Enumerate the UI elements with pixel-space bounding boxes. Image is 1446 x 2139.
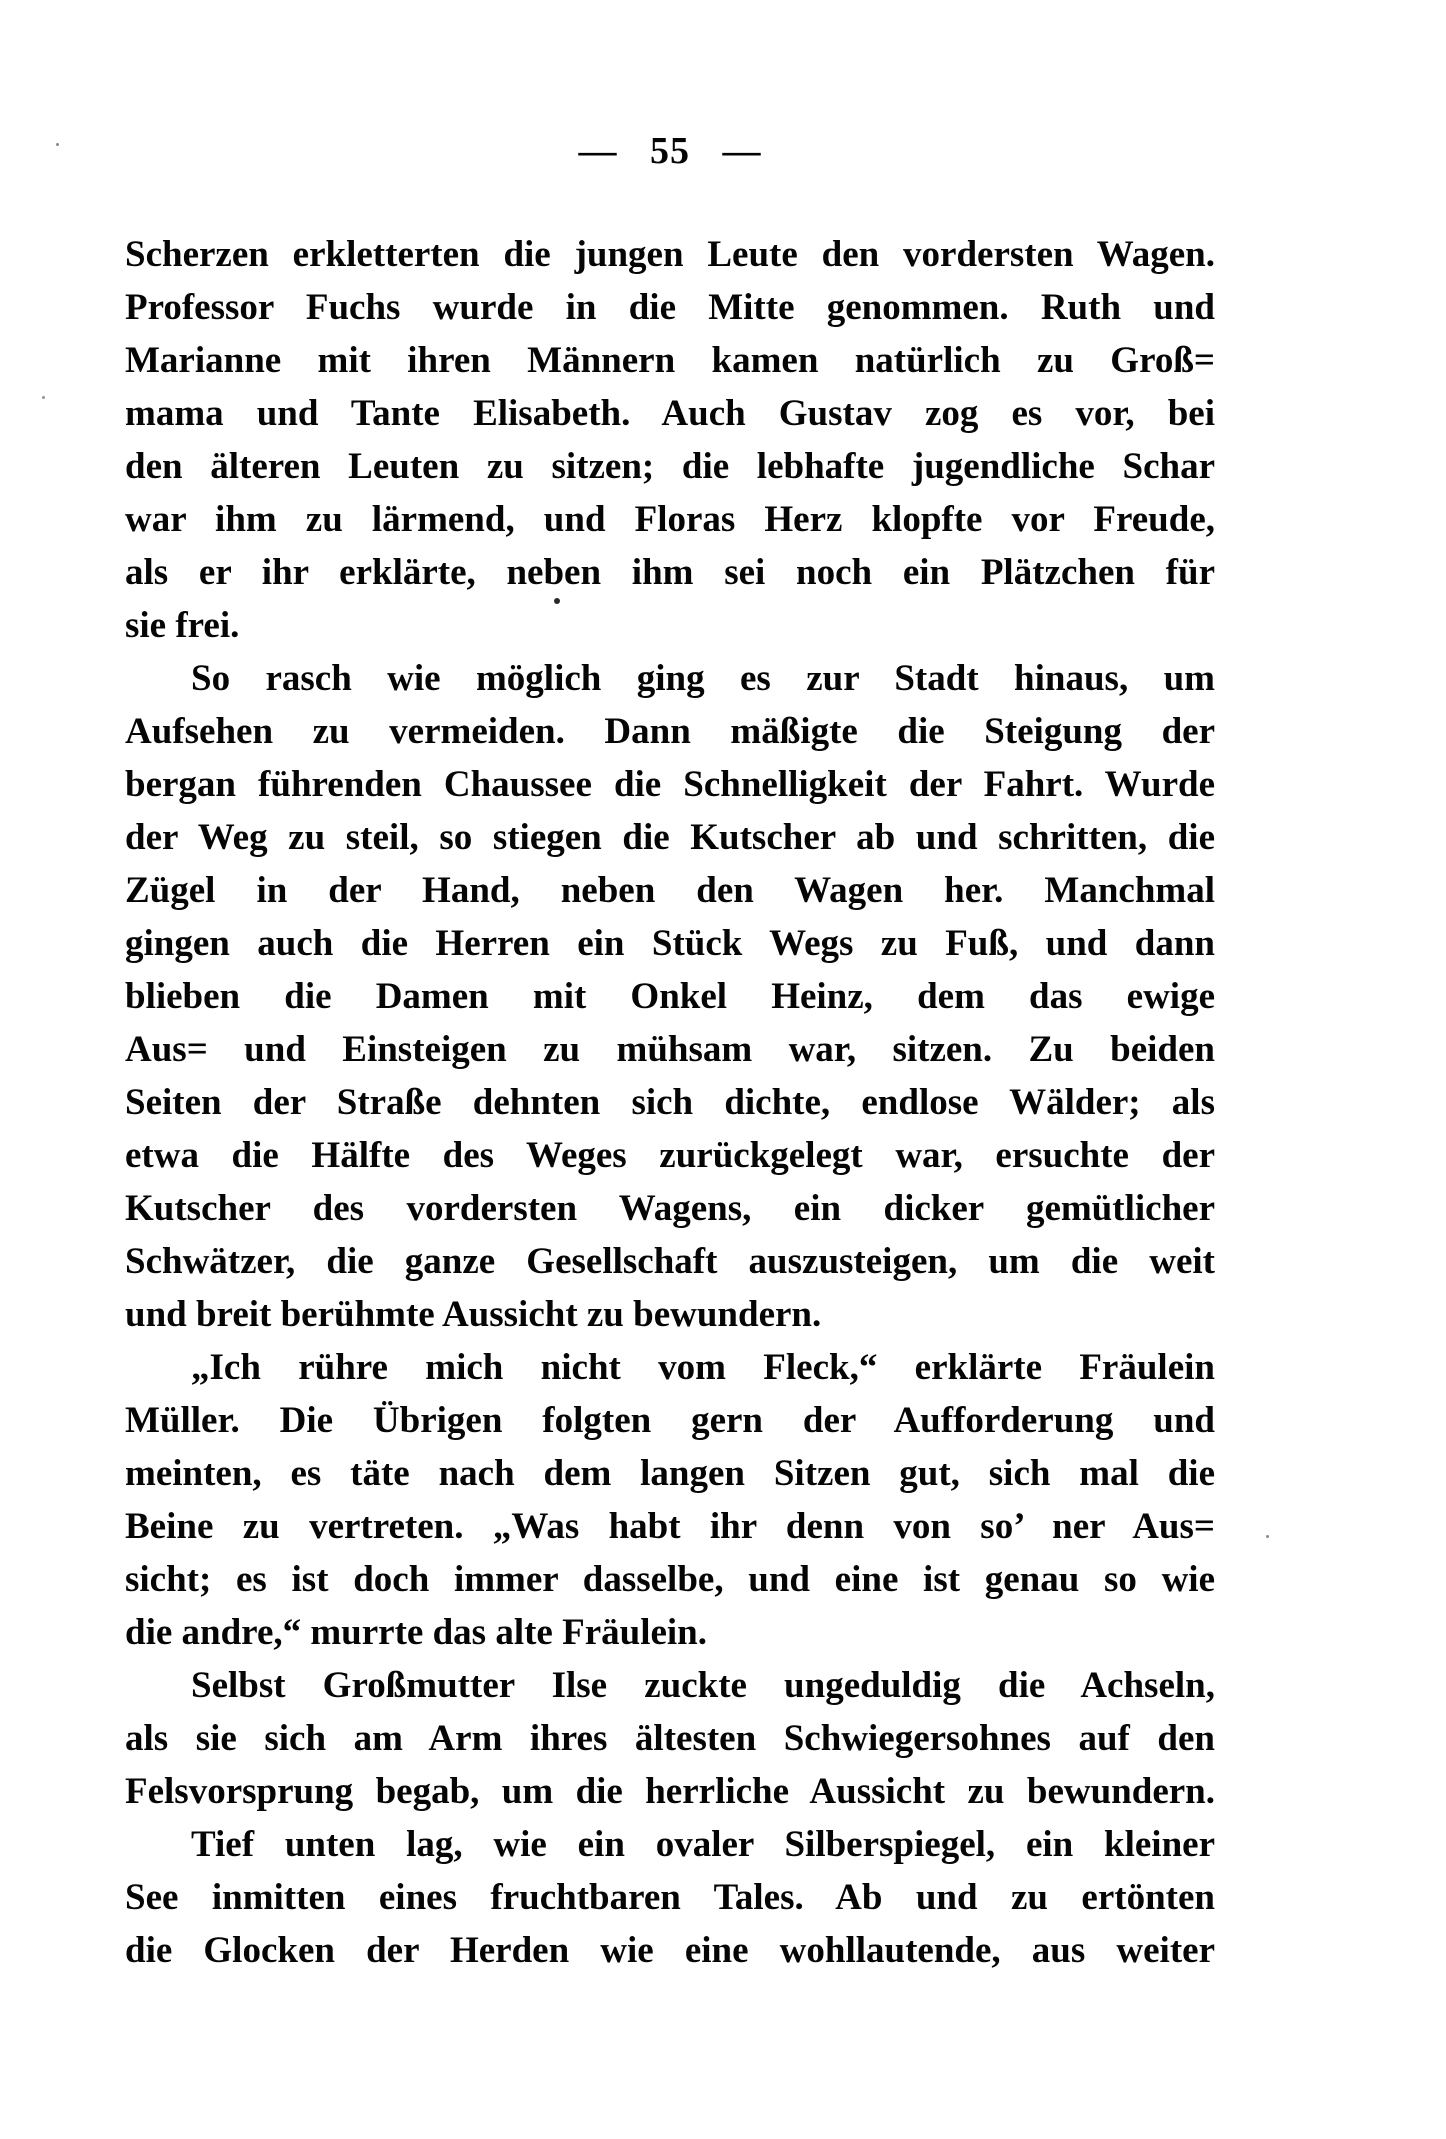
- page-text: [125, 228, 1215, 1977]
- text-line: war ihm zu lärmend, und Floras Herz klopfte vor Freude,: [125, 499, 1215, 540]
- text-line: Selbst Großmutter Ilse zuckte ungeduldig die Achseln,: [191, 1665, 1215, 1706]
- text-line: die Glocken der Herden wie eine wohllautende, aus weiter: [125, 1930, 1215, 1971]
- text-line: Seiten der Straße dehnten sich dichte, endlose Wälder; als: [125, 1082, 1215, 1123]
- text-line: bergan führenden Chaussee die Schnelligkeit der Fahrt. Wurde: [125, 764, 1215, 805]
- text-line: Scherzen erkletterten die jungen Leute den vordersten Wagen.: [125, 234, 1215, 275]
- text-line: Zügel in der Hand, neben den Wagen her. Manchmal: [125, 870, 1215, 911]
- text-line: Schwätzer, die ganze Gesellschaft auszusteigen, um die weit: [125, 1241, 1215, 1282]
- text-line: der Weg zu steil, so stiegen die Kutscher ab und schritten, die: [125, 817, 1215, 858]
- text-line: Beine zu vertreten. „Was habt ihr denn von so’ ner Aus=: [125, 1506, 1215, 1547]
- text-line: Aus= und Einsteigen zu mühsam war, sitzen. Zu beiden: [125, 1029, 1215, 1070]
- text-line: Kutscher des vordersten Wagens, ein dicker gemütlicher: [125, 1188, 1215, 1229]
- text-line: So rasch wie möglich ging es zur Stadt hinaus, um: [191, 658, 1215, 699]
- ink-speck: [42, 396, 45, 399]
- text-line: und breit berühmte Aussicht zu bewundern.: [125, 1294, 822, 1335]
- ink-speck: [56, 143, 59, 146]
- text-line: Tief unten lag, wie ein ovaler Silberspiegel, ein kleiner: [191, 1824, 1215, 1865]
- text-line: als er ihr erklärte, neben ihm sei noch ein Plätzchen für: [125, 552, 1215, 593]
- text-line: See inmitten eines fruchtbaren Tales. Ab und zu ertönten: [125, 1877, 1215, 1918]
- text-line: den älteren Leuten zu sitzen; die lebhafte jugendliche Schar: [125, 446, 1215, 487]
- page-number: — 55 —: [578, 130, 762, 172]
- text-line: Professor Fuchs wurde in die Mitte genommen. Ruth und: [125, 287, 1215, 328]
- text-line: „Ich rühre mich nicht vom Fleck,“ erklärte Fräulein: [191, 1347, 1215, 1388]
- ink-speck: [554, 598, 560, 604]
- text-line: Müller. Die Übrigen folgten gern der Aufforderung und: [125, 1400, 1215, 1441]
- text-line: sie frei.: [125, 605, 240, 646]
- text-line: gingen auch die Herren ein Stück Wegs zu Fuß, und dann: [125, 923, 1215, 964]
- text-line: sicht; es ist doch immer dasselbe, und eine ist genau so wie: [125, 1559, 1215, 1600]
- text-line: die andre,“ murrte das alte Fräulein.: [125, 1612, 708, 1653]
- text-line: blieben die Damen mit Onkel Heinz, dem das ewige: [125, 976, 1215, 1017]
- text-line: Felsvorsprung begab, um die herrliche Aussicht zu bewundern.: [125, 1771, 1215, 1812]
- text-line: etwa die Hälfte des Weges zurückgelegt war, ersuchte der: [125, 1135, 1215, 1176]
- ink-speck: [1266, 1535, 1269, 1538]
- text-line: Aufsehen zu vermeiden. Dann mäßigte die Steigung der: [125, 711, 1215, 752]
- text-line: mama und Tante Elisabeth. Auch Gustav zog es vor, bei: [125, 393, 1215, 434]
- text-line: als sie sich am Arm ihres ältesten Schwiegersohnes auf den: [125, 1718, 1215, 1759]
- text-line: meinten, es täte nach dem langen Sitzen gut, sich mal die: [125, 1453, 1215, 1494]
- text-line: Marianne mit ihren Männern kamen natürlich zu Groß=: [125, 340, 1215, 381]
